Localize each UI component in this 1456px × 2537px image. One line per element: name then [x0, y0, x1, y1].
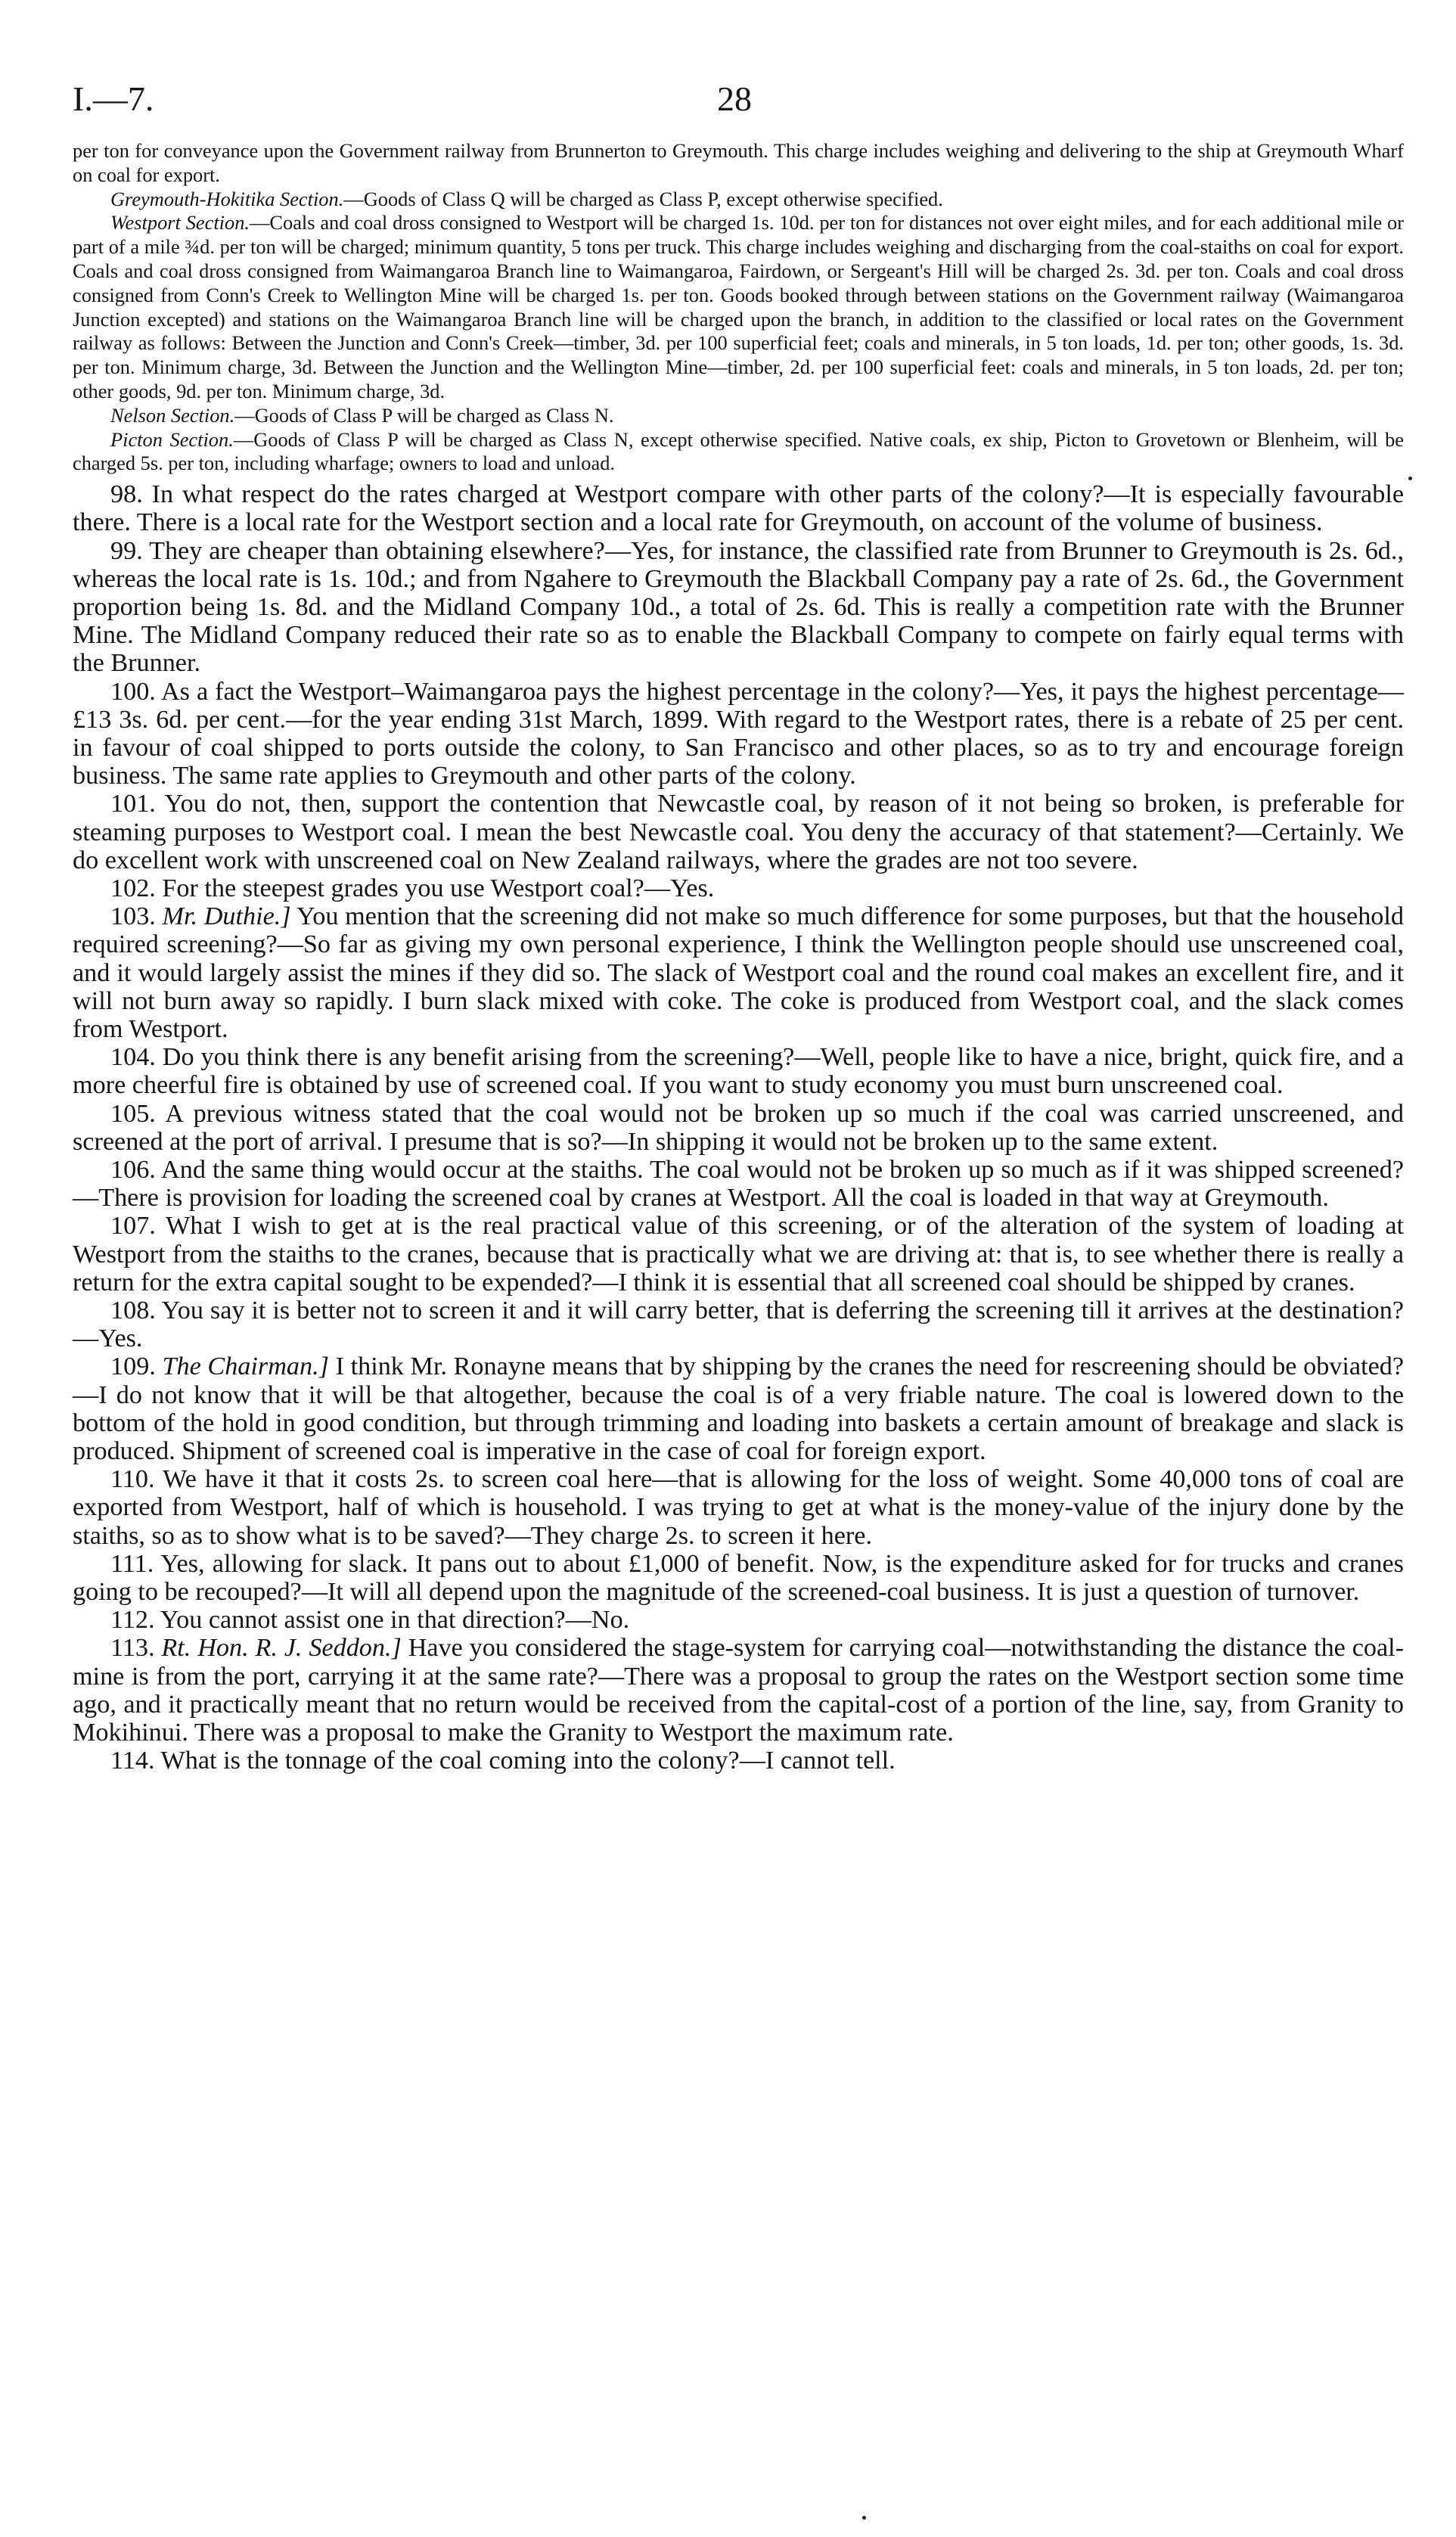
question-number: 106. — [110, 1156, 156, 1185]
question-109 — [73, 1352, 1404, 1465]
question-number: 99. — [110, 536, 143, 565]
question-number: 111. — [110, 1549, 154, 1578]
section-text: —Goods of Class P will be charged as Class N. — [234, 403, 614, 427]
question-text: Do you think there is any benefit arising from the screening?—Well, people like to have a nice, bright, quick fire, and a more cheerful fire is obtained by use of screened coal. If you want to study economy you must burn unscreened coal. — [73, 1043, 1404, 1100]
question-text: And the same thing would occur at the staiths. The coal would not be broken up so much as if it was shipped screened?—There is provision for loading the screened coal by cranes at Westport. All the coal is loaded in that way at Greymouth. — [73, 1156, 1404, 1213]
schedule-paragraph — [73, 188, 1404, 212]
question-text: They are cheaper than obtaining elsewhere?—Yes, for instance, the classified rate from Brunner to Greymouth is 2s. 6d., whereas the local rate is 1s. 10d.; and from Ngahere to Greymouth the Blackball Company pay a rate of 2s. 6d., the Government proportion being 1s. 8d. and the Midland Company 10d., a total of 2s. 6d. This is really a competition rate with the Brunner Mine. The Midland Company reduced their rate so as to enable the Blackball Company to compete on fairly equal terms with the Brunner. — [73, 536, 1404, 678]
question-number: 104. — [110, 1043, 156, 1072]
question-text: You say it is better not to screen it and it will carry better, that is deferring the screening till it arrives at the destination?—Yes. — [73, 1296, 1404, 1353]
question-number: 112. — [110, 1606, 155, 1635]
schedule-paragraph — [73, 428, 1404, 477]
question-114 — [73, 1747, 1404, 1775]
question-number: 98. — [110, 480, 143, 509]
bottom-speck — [862, 2516, 866, 2520]
section-text: —Goods of Class P will be charged as Class N, except otherwise specified. Native coals, ex ship, Picton to Grovetown or Blenheim, will be charged 5s. per ton, including wharfage; owners to load and unload. — [73, 427, 1405, 475]
question-107 — [73, 1212, 1404, 1296]
question-106 — [73, 1156, 1404, 1212]
question-text: For the steepest grades you use Westport coal?—Yes. — [162, 874, 715, 902]
question-104 — [73, 1043, 1404, 1099]
question-text: As a fact the Westport–Waimangaroa pays the highest percentage in the colony?—Yes, it pays the highest percentage—£13 3s. 6d. per cent.—for the year ending 31st March, 1899. With regard to the Westport rates, there is a rebate of 25 per cent. in favour of coal shipped to ports outside the colony, to San Francisco and other places, so as to try and encourage foreign business. The same rate applies to Greymouth and other parts of the colony. — [73, 677, 1404, 790]
question-number: 105. — [110, 1099, 156, 1128]
schedule-paragraph: per ton for conveyance upon the Government railway from Brunnerton to Greymouth. This charge includes weighing and delivering to the ship at Greymouth Wharf on coal for export. — [73, 139, 1404, 186]
question-number: 107. — [110, 1212, 156, 1241]
question-number: 103. — [110, 902, 156, 931]
schedule-paragraph — [73, 211, 1404, 403]
question-text: You cannot assist one in that direction?—No. — [160, 1606, 630, 1635]
margin-speck — [1408, 477, 1412, 480]
speaker-name: The Chairman.] — [162, 1352, 329, 1381]
question-text: I think Mr. Ronayne means that by shipping by the cranes the need for rescreening should be obviated?—I do not know that it will be that altogether, because the coal is of a very friable nature. The coal is lowered down to the bottom of the hold in good condition, but through trimming and loading into baskets a certain amount of breakage and slack is produced. Shipment of screened coal is imperative in the case of coal for foreign export. — [73, 1352, 1405, 1466]
question-100 — [73, 678, 1404, 790]
section-text: —Goods of Class Q will be charged as Class P, except otherwise specified. — [343, 187, 943, 210]
section-heading: Nelson Section. — [110, 403, 235, 427]
question-103 — [73, 902, 1404, 1043]
evidence-questions — [73, 480, 1404, 1775]
question-number: 102. — [110, 874, 156, 902]
question-99 — [73, 537, 1404, 678]
question-110 — [73, 1465, 1404, 1550]
section-heading: Greymouth-Hokitika Section. — [110, 187, 344, 210]
section-heading: Westport Section. — [110, 211, 250, 234]
section-heading: Picton Section. — [110, 427, 234, 451]
question-101 — [73, 790, 1404, 874]
question-102 — [73, 874, 1404, 902]
speaker-name: Mr. Duthie.] — [162, 902, 291, 931]
page-number: 28 — [717, 79, 752, 118]
speaker-name: Rt. Hon. R. J. Seddon.] — [161, 1634, 402, 1663]
question-105 — [73, 1100, 1404, 1156]
question-text: Have you considered the stage-system for carrying coal—notwithstanding the distance the coal-mine is from the port, carrying it at the same rate?—There was a proposal to group the rates on the Westport section some time ago, and it practically meant that no return would be received from the capital-cost of a portion of the line, say, from Granity to Mokihinui. There was a proposal to make the Granity to Westport the maximum rate. — [73, 1634, 1405, 1747]
rates-schedule-continuation — [73, 139, 1404, 476]
question-text: In what respect do the rates charged at Westport compare with other parts of the colony?—It is especially favourable there. There is a local rate for the Westport section and a local rate for Greymouth, on account of the volume of business. — [73, 480, 1405, 537]
question-text: You mention that the screening did not make so much difference for some purposes, but that the household required screening?—So far as giving my own personal experience, I think the Wellington people should use unscreened coal, and it would largely assist the mines if they did so. The slack of Westport coal and the round coal makes an excellent fire, and it will not burn away so rapidly. I burn slack mixed with coke. The coke is produced from Westport coal, and the slack comes from Westport. — [73, 902, 1404, 1044]
question-111 — [73, 1550, 1404, 1606]
section-text: —Coals and coal dross consigned to Westport will be charged 1s. 10d. per ton for distances not over eight miles, and for each additional mile or part of a mile ¾d. per ton will be charged; minimum quantity, 5 tons per truck. This charge includes weighing and discharging from the coal-staiths on coal for export. Coals and coal dross consigned from Waimangaroa Branch line to Waimangaroa, Fairdown, or Sergeant's Hill will be charged 2s. 3d. per ton. Coals and coal dross consigned from Conn's Creek to Wellington Mine will be charged 1s. per ton. Goods booked through between stations on the Government railway (Waimangaroa Junction excepted) and stations on the Waimangaroa Branch line will be charged upon the branch, in addition to the classified or local rates on the Government railway as follows: Between the Junction and Conn's Creek—timber, 3d. per 100 superficial feet; coals and minerals, in 5 ton loads, 1d. per ton; other goods, 1s. 3d. per ton. Minimum charge, 3d. Between the Junction and the Wellington Mine—timber, 2d. per 100 superficial feet: coals and minerals, in 5 ton loads, 2d. per ton; other goods, 9d. per ton. Minimum charge, 3d. — [73, 211, 1404, 402]
question-number: 109. — [110, 1352, 156, 1381]
question-number: 110. — [110, 1465, 155, 1494]
question-text: What I wish to get at is the real practical value of this screening, or of the alteration of the system of loading at Westport from the staiths to the cranes, because that is practically what we are driving at: that is, to see whether there is really a return for the extra capital sought to be expended?—I think it is essential that all screened coal should be shipped by cranes. — [73, 1212, 1404, 1296]
document-reference: I.—7. — [73, 79, 154, 118]
question-113 — [73, 1634, 1404, 1747]
question-number: 114. — [110, 1747, 155, 1775]
page-header — [73, 73, 1404, 126]
question-number: 100. — [110, 677, 156, 706]
question-text: You do not, then, support the contention that Newcastle coal, by reason of it not being so broken, is preferable for steaming purposes to Westport coal. I mean the best Newcastle coal. You deny the accuracy of that statement?—Certainly. We do excellent work with unscreened coal on New Zealand railways, where the grades are not too severe. — [73, 790, 1404, 874]
question-text: A previous witness stated that the coal would not be broken up so much if the coal was carried unscreened, and screened at the port of arrival. I presume that is so?—In shipping it would not be broken up to the same extent. — [73, 1099, 1404, 1156]
question-108 — [73, 1296, 1404, 1352]
question-text: Yes, allowing for slack. It pans out to about £1,000 of benefit. Now, is the expenditure asked for for trucks and cranes going to be recouped?—It will all depend upon the magnitude of the screened-coal business. It is just a question of turnover. — [73, 1549, 1404, 1607]
question-112 — [73, 1606, 1404, 1634]
question-text: We have it that it costs 2s. to screen coal here—that is allowing for the loss of weight. Some 40,000 tons of coal are exported from Westport, half of which is household. I was trying to get at what is the money-value of the injury done by the staiths, so as to show what is to be saved?—They charge 2s. to screen it here. — [73, 1465, 1404, 1550]
schedule-paragraph — [73, 404, 1404, 428]
question-98 — [73, 480, 1404, 536]
question-number: 113. — [110, 1634, 155, 1663]
document-page — [73, 73, 1404, 1775]
question-number: 101. — [110, 790, 156, 818]
question-text: What is the tonnage of the coal coming into the colony?—I cannot tell. — [160, 1747, 896, 1775]
question-number: 108. — [110, 1296, 156, 1325]
